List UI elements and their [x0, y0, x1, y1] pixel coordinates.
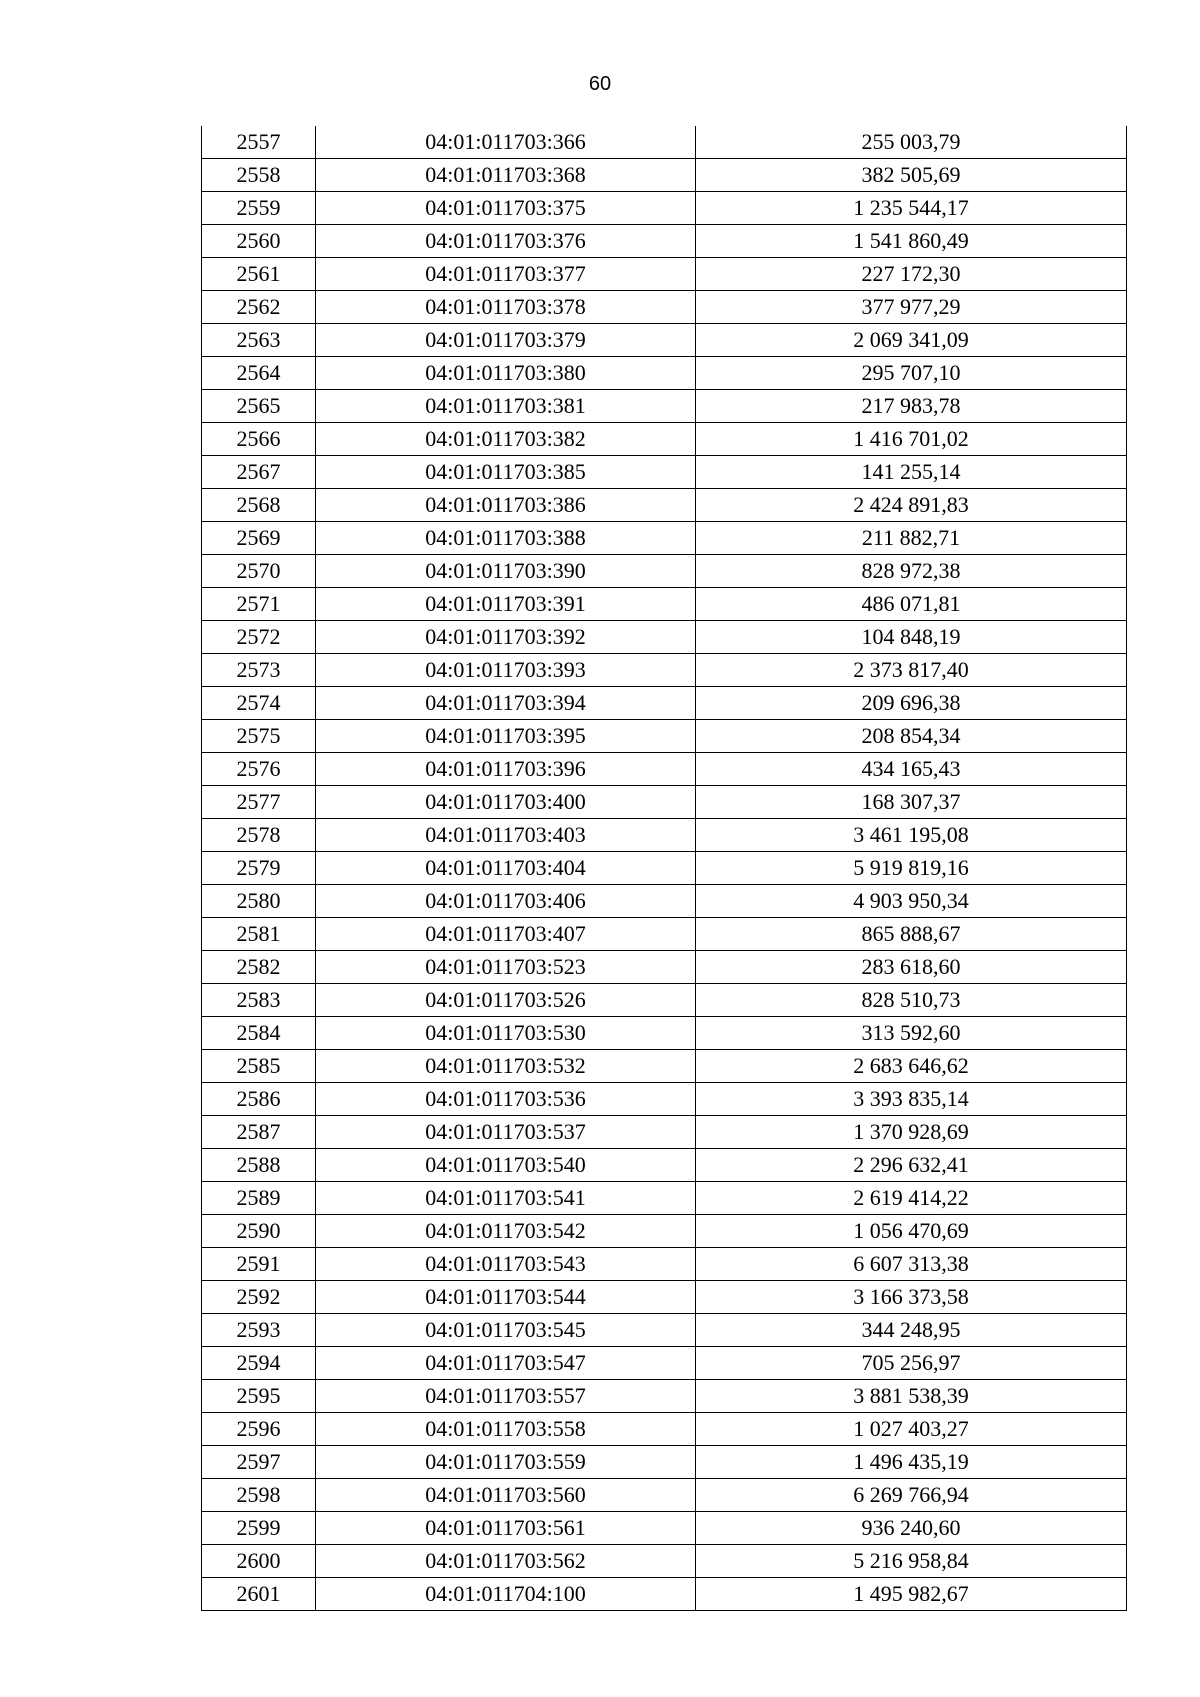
row-number-cell: 2561 [202, 258, 316, 291]
row-number-cell: 2557 [202, 126, 316, 159]
cadastral-number-cell: 04:01:011703:382 [316, 423, 696, 456]
row-number-cell: 2587 [202, 1116, 316, 1149]
table-row [202, 1050, 1127, 1083]
row-number-cell: 2588 [202, 1149, 316, 1182]
cadastral-number-cell: 04:01:011703:394 [316, 687, 696, 720]
cadastral-value-cell: 705 256,97 [696, 1347, 1127, 1380]
cadastral-number-cell: 04:01:011703:543 [316, 1248, 696, 1281]
table-row [202, 225, 1127, 258]
cadastral-value-cell: 5 216 958,84 [696, 1545, 1127, 1578]
cadastral-number-cell: 04:01:011703:536 [316, 1083, 696, 1116]
cadastral-number-cell: 04:01:011703:395 [316, 720, 696, 753]
cadastral-value-cell: 1 235 544,17 [696, 192, 1127, 225]
cadastral-number-cell: 04:01:011703:393 [316, 654, 696, 687]
row-number-cell: 2562 [202, 291, 316, 324]
table-row [202, 1413, 1127, 1446]
cadastral-number-cell: 04:01:011703:406 [316, 885, 696, 918]
table-row [202, 1314, 1127, 1347]
table-row [202, 951, 1127, 984]
row-number-cell: 2571 [202, 588, 316, 621]
row-number-cell: 2558 [202, 159, 316, 192]
cadastral-number-cell: 04:01:011703:404 [316, 852, 696, 885]
table-row [202, 522, 1127, 555]
cadastral-value-cell: 3 166 373,58 [696, 1281, 1127, 1314]
cadastral-number-cell: 04:01:011703:407 [316, 918, 696, 951]
cadastral-number-cell: 04:01:011703:541 [316, 1182, 696, 1215]
cadastral-value-cell: 2 373 817,40 [696, 654, 1127, 687]
row-number-cell: 2593 [202, 1314, 316, 1347]
cadastral-number-cell: 04:01:011703:396 [316, 753, 696, 786]
row-number-cell: 2581 [202, 918, 316, 951]
cadastral-value-cell: 6 607 313,38 [696, 1248, 1127, 1281]
table-row [202, 1017, 1127, 1050]
cadastral-value-cell: 211 882,71 [696, 522, 1127, 555]
cadastral-value-cell: 2 424 891,83 [696, 489, 1127, 522]
row-number-cell: 2574 [202, 687, 316, 720]
table-row [202, 1149, 1127, 1182]
table-row [202, 1083, 1127, 1116]
cadastral-number-cell: 04:01:011703:537 [316, 1116, 696, 1149]
cadastral-value-cell: 1 027 403,27 [696, 1413, 1127, 1446]
cadastral-number-cell: 04:01:011703:375 [316, 192, 696, 225]
cadastral-number-cell: 04:01:011703:540 [316, 1149, 696, 1182]
row-number-cell: 2596 [202, 1413, 316, 1446]
data-table [201, 126, 1127, 1611]
cadastral-value-cell: 209 696,38 [696, 687, 1127, 720]
cadastral-number-cell: 04:01:011703:381 [316, 390, 696, 423]
row-number-cell: 2583 [202, 984, 316, 1017]
row-number-cell: 2586 [202, 1083, 316, 1116]
row-number-cell: 2579 [202, 852, 316, 885]
cadastral-number-cell: 04:01:011703:542 [316, 1215, 696, 1248]
table-row [202, 1446, 1127, 1479]
cadastral-number-cell: 04:01:011703:547 [316, 1347, 696, 1380]
cadastral-value-cell: 6 269 766,94 [696, 1479, 1127, 1512]
table-row [202, 258, 1127, 291]
row-number-cell: 2592 [202, 1281, 316, 1314]
cadastral-number-cell: 04:01:011703:403 [316, 819, 696, 852]
row-number-cell: 2568 [202, 489, 316, 522]
cadastral-number-cell: 04:01:011703:386 [316, 489, 696, 522]
cadastral-number-cell: 04:01:011703:376 [316, 225, 696, 258]
table-row [202, 1512, 1127, 1545]
cadastral-value-cell: 3 461 195,08 [696, 819, 1127, 852]
cadastral-value-cell: 313 592,60 [696, 1017, 1127, 1050]
cadastral-value-cell: 382 505,69 [696, 159, 1127, 192]
table-row [202, 390, 1127, 423]
table-row [202, 456, 1127, 489]
cadastral-number-cell: 04:01:011703:391 [316, 588, 696, 621]
cadastral-number-cell: 04:01:011703:562 [316, 1545, 696, 1578]
table-row [202, 1182, 1127, 1215]
row-number-cell: 2591 [202, 1248, 316, 1281]
table-row [202, 885, 1127, 918]
cadastral-value-cell: 255 003,79 [696, 126, 1127, 159]
cadastral-value-cell: 4 903 950,34 [696, 885, 1127, 918]
cadastral-value-cell: 377 977,29 [696, 291, 1127, 324]
row-number-cell: 2559 [202, 192, 316, 225]
cadastral-value-cell: 227 172,30 [696, 258, 1127, 291]
row-number-cell: 2595 [202, 1380, 316, 1413]
table-row [202, 1479, 1127, 1512]
cadastral-value-cell: 208 854,34 [696, 720, 1127, 753]
row-number-cell: 2577 [202, 786, 316, 819]
cadastral-number-cell: 04:01:011703:385 [316, 456, 696, 489]
cadastral-number-cell: 04:01:011703:523 [316, 951, 696, 984]
table-row [202, 1248, 1127, 1281]
table-row [202, 159, 1127, 192]
cadastral-number-cell: 04:01:011703:557 [316, 1380, 696, 1413]
table-row [202, 984, 1127, 1017]
row-number-cell: 2563 [202, 324, 316, 357]
cadastral-number-cell: 04:01:011703:544 [316, 1281, 696, 1314]
row-number-cell: 2576 [202, 753, 316, 786]
cadastral-number-cell: 04:01:011703:390 [316, 555, 696, 588]
table-row [202, 1281, 1127, 1314]
cadastral-number-cell: 04:01:011703:388 [316, 522, 696, 555]
table-row [202, 1380, 1127, 1413]
cadastral-number-cell: 04:01:011703:378 [316, 291, 696, 324]
cadastral-number-cell: 04:01:011703:368 [316, 159, 696, 192]
row-number-cell: 2575 [202, 720, 316, 753]
cadastral-value-cell: 936 240,60 [696, 1512, 1127, 1545]
table-row [202, 786, 1127, 819]
cadastral-number-cell: 04:01:011704:100 [316, 1578, 696, 1611]
table-body [202, 126, 1127, 1611]
cadastral-value-cell: 3 881 538,39 [696, 1380, 1127, 1413]
row-number-cell: 2582 [202, 951, 316, 984]
cadastral-number-cell: 04:01:011703:392 [316, 621, 696, 654]
cadastral-value-cell: 434 165,43 [696, 753, 1127, 786]
row-number-cell: 2566 [202, 423, 316, 456]
cadastral-value-cell: 828 972,38 [696, 555, 1127, 588]
cadastral-number-cell: 04:01:011703:560 [316, 1479, 696, 1512]
row-number-cell: 2565 [202, 390, 316, 423]
row-number-cell: 2572 [202, 621, 316, 654]
row-number-cell: 2580 [202, 885, 316, 918]
cadastral-value-cell: 486 071,81 [696, 588, 1127, 621]
table-row [202, 423, 1127, 456]
table-row [202, 621, 1127, 654]
row-number-cell: 2564 [202, 357, 316, 390]
cadastral-value-cell: 1 056 470,69 [696, 1215, 1127, 1248]
cadastral-number-cell: 04:01:011703:561 [316, 1512, 696, 1545]
table-row [202, 357, 1127, 390]
table-row [202, 324, 1127, 357]
table-row [202, 555, 1127, 588]
cadastral-value-cell: 2 069 341,09 [696, 324, 1127, 357]
cadastral-number-cell: 04:01:011703:400 [316, 786, 696, 819]
cadastral-number-cell: 04:01:011703:530 [316, 1017, 696, 1050]
cadastral-number-cell: 04:01:011703:532 [316, 1050, 696, 1083]
cadastral-number-cell: 04:01:011703:558 [316, 1413, 696, 1446]
cadastral-value-cell: 828 510,73 [696, 984, 1127, 1017]
cadastral-value-cell: 865 888,67 [696, 918, 1127, 951]
cadastral-number-cell: 04:01:011703:559 [316, 1446, 696, 1479]
row-number-cell: 2594 [202, 1347, 316, 1380]
table-row [202, 852, 1127, 885]
cadastral-number-cell: 04:01:011703:526 [316, 984, 696, 1017]
row-number-cell: 2569 [202, 522, 316, 555]
row-number-cell: 2600 [202, 1545, 316, 1578]
table-row [202, 1545, 1127, 1578]
cadastral-value-cell: 2 296 632,41 [696, 1149, 1127, 1182]
table-row [202, 192, 1127, 225]
cadastral-value-cell: 295 707,10 [696, 357, 1127, 390]
cadastral-value-cell: 2 683 646,62 [696, 1050, 1127, 1083]
cadastral-value-cell: 5 919 819,16 [696, 852, 1127, 885]
cadastral-value-cell: 1 496 435,19 [696, 1446, 1127, 1479]
cadastral-value-cell: 104 848,19 [696, 621, 1127, 654]
table-row [202, 1578, 1127, 1611]
table-row [202, 1116, 1127, 1149]
row-number-cell: 2601 [202, 1578, 316, 1611]
table-row [202, 753, 1127, 786]
cadastral-number-cell: 04:01:011703:377 [316, 258, 696, 291]
row-number-cell: 2599 [202, 1512, 316, 1545]
table-row [202, 1215, 1127, 1248]
cadastral-value-cell: 141 255,14 [696, 456, 1127, 489]
table-row [202, 918, 1127, 951]
table-row [202, 687, 1127, 720]
page-number: 60 [588, 73, 612, 95]
cadastral-value-cell: 168 307,37 [696, 786, 1127, 819]
cadastral-number-cell: 04:01:011703:380 [316, 357, 696, 390]
row-number-cell: 2585 [202, 1050, 316, 1083]
table-row [202, 654, 1127, 687]
cadastral-number-cell: 04:01:011703:545 [316, 1314, 696, 1347]
row-number-cell: 2570 [202, 555, 316, 588]
cadastral-value-cell: 217 983,78 [696, 390, 1127, 423]
cadastral-value-cell: 3 393 835,14 [696, 1083, 1127, 1116]
row-number-cell: 2589 [202, 1182, 316, 1215]
cadastral-value-cell: 1 541 860,49 [696, 225, 1127, 258]
table-row [202, 720, 1127, 753]
row-number-cell: 2560 [202, 225, 316, 258]
row-number-cell: 2573 [202, 654, 316, 687]
cadastral-value-cell: 1 495 982,67 [696, 1578, 1127, 1611]
cadastral-value-cell: 283 618,60 [696, 951, 1127, 984]
table-row [202, 126, 1127, 159]
cadastral-value-cell: 1 416 701,02 [696, 423, 1127, 456]
row-number-cell: 2598 [202, 1479, 316, 1512]
row-number-cell: 2584 [202, 1017, 316, 1050]
cadastral-number-cell: 04:01:011703:366 [316, 126, 696, 159]
table-row [202, 588, 1127, 621]
cadastral-value-cell: 2 619 414,22 [696, 1182, 1127, 1215]
table-row [202, 819, 1127, 852]
table-row [202, 489, 1127, 522]
row-number-cell: 2578 [202, 819, 316, 852]
row-number-cell: 2597 [202, 1446, 316, 1479]
cadastral-value-cell: 344 248,95 [696, 1314, 1127, 1347]
table-row [202, 1347, 1127, 1380]
table-row [202, 291, 1127, 324]
cadastral-value-cell: 1 370 928,69 [696, 1116, 1127, 1149]
row-number-cell: 2590 [202, 1215, 316, 1248]
cadastral-number-cell: 04:01:011703:379 [316, 324, 696, 357]
row-number-cell: 2567 [202, 456, 316, 489]
